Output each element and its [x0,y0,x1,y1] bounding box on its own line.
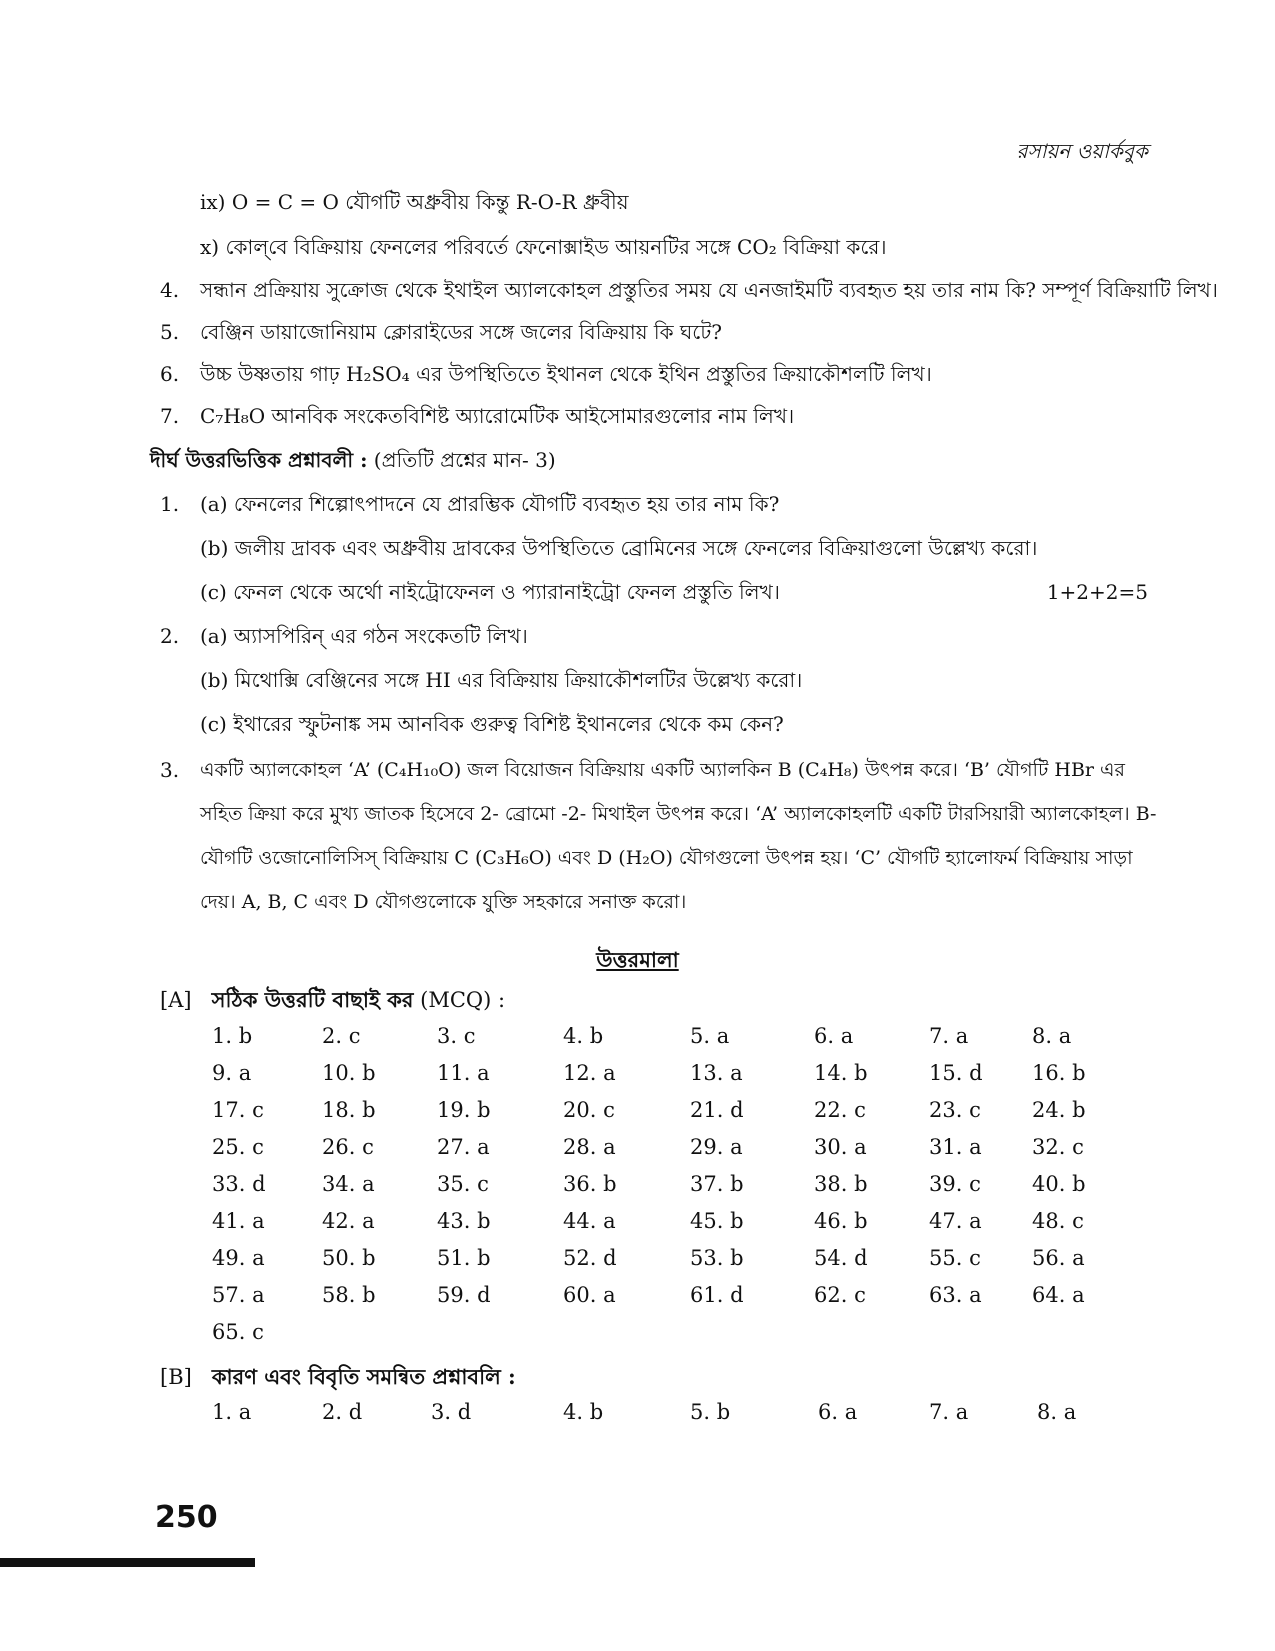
statement-x: x) কোল্‌বে বিক্রিয়ায় ফেনলের পরিবর্তে ফেনোক্সাইড আয়নটির সঙ্গে CO₂ বিক্রিয়া করে। [200,235,887,259]
question-number: 2. [160,624,180,648]
question-6: উচ্চ উষ্ণতায় গাঢ় H₂SO₄ এর উপস্থিতিতে ইথানল থেকে ইথিন প্রস্তুতির ক্রিয়াকৌশলটি লিখ। [200,362,932,386]
section-a-suffix: (MCQ) : [413,988,506,1012]
reason-answer: 7. a [929,1400,969,1424]
mcq-answer: 11. a [437,1061,490,1085]
long-q2-a: (a) অ্যাসপিরিন্‌ এর গঠন সংকেতটি লিখ। [200,624,528,648]
mcq-answer: 27. a [437,1135,490,1159]
mcq-answer: 50. b [322,1246,376,1270]
mcq-answer: 54. d [814,1246,868,1270]
mcq-answer: 63. a [929,1283,982,1307]
mcq-answer: 30. a [814,1135,867,1159]
mcq-answer: 41. a [212,1209,265,1233]
statement-ix: ix) O = C = O যৌগটি অধ্রুবীয় কিন্তু R-O-R ধ্রুবীয় [200,190,629,214]
question-number: 6. [160,362,180,386]
mcq-answer: 21. d [690,1098,744,1122]
mcq-answer: 18. b [322,1098,376,1122]
mcq-answer: 51. b [437,1246,491,1270]
mcq-answer: 57. a [212,1283,265,1307]
answer-key-title-text: উত্তরমালা [596,947,679,972]
mcq-answer: 26. c [322,1135,374,1159]
long-q1-a: (a) ফেনলের শিল্পোৎপাদনে যে প্রারম্ভিক যৌগটি ব্যবহৃত হয় তার নাম কি? [200,492,780,516]
reason-answer: 2. d [322,1400,363,1424]
mcq-answer: 14. b [814,1061,868,1085]
mcq-answer: 19. b [437,1098,491,1122]
reason-answer: 1. a [212,1400,252,1424]
mcq-answer: 38. b [814,1172,868,1196]
mcq-answer: 64. a [1032,1283,1085,1307]
mcq-answer: 5. a [690,1024,730,1048]
reason-answer: 4. b [563,1400,604,1424]
mcq-answer: 23. c [929,1098,981,1122]
section-b-title: কারণ এবং বিবৃতি সমন্বিত প্রশ্নাবলি : [211,1364,516,1389]
question-number: 7. [160,404,180,428]
answer-key-title [0,944,1275,979]
mcq-answer: 1. b [212,1024,253,1048]
mcq-answer: 20. c [563,1098,615,1122]
mcq-answer: 22. c [814,1098,866,1122]
mcq-answer: 13. a [690,1061,743,1085]
mcq-answer: 3. c [437,1024,476,1048]
mcq-answer: 6. a [814,1024,854,1048]
mcq-answer: 35. c [437,1172,489,1196]
mcq-answer: 58. b [322,1283,376,1307]
footer-rule [0,1558,255,1567]
mcq-answer: 25. c [212,1135,264,1159]
section-b-tag: [B] [160,1365,192,1389]
mcq-answer: 4. b [563,1024,604,1048]
long-q3-line4: দেয়। A, B, C এবং D যৌগগুলোকে যুক্তি সহকারে সনাক্ত করো। [200,891,687,913]
mcq-answer: 12. a [563,1061,616,1085]
mcq-answer: 17. c [212,1098,264,1122]
reason-answer: 3. d [431,1400,472,1424]
question-5: বেঞ্জিন ডায়াজোনিয়াম ক্লোরাইডের সঙ্গে জলের বিক্রিয়ায় কি ঘটে? [200,320,722,344]
reason-answer: 6. a [818,1400,858,1424]
mcq-answer: 47. a [929,1209,982,1233]
reason-answer: 5. b [690,1400,731,1424]
question-number: 1. [160,492,180,516]
long-q1-c: (c) ফেনল থেকে অর্থো নাইট্রোফেনল ও প্যারানাইট্রো ফেনল প্রস্তুতি লিখ। [200,580,780,604]
mcq-answer: 61. d [690,1283,744,1307]
mcq-answer: 39. c [929,1172,981,1196]
question-7: C₇H₈O আনবিক সংকেতবিশিষ্ট অ্যারোমেটিক আইসোমারগুলোর নাম লিখ। [200,404,795,428]
section-a-title: সঠিক উত্তরটি বাছাই কর [211,987,414,1012]
running-header: রসায়ন ওয়ার্কবুক [1016,139,1148,163]
mcq-answer: 8. a [1032,1024,1072,1048]
mcq-answer: 16. b [1032,1061,1086,1085]
section-a-heading [160,986,505,1014]
mcq-answer: 33. d [212,1172,266,1196]
page-number: 250 [155,1500,218,1535]
question-number: 5. [160,320,180,344]
mcq-answer: 15. d [929,1061,983,1085]
question-4: সন্ধান প্রক্রিয়ায় সুক্রোজ থেকে ইথাইল অ্যালকোহল প্রস্তুতির সময় যে এনজাইমটি ব্যবহৃত হয় তার নাম কি? সম্পূর্ণ বিক্রিয়াটি লিখ। [200,278,1218,302]
mcq-answer: 56. a [1032,1246,1085,1270]
mcq-answer: 55. c [929,1246,981,1270]
mcq-answer: 7. a [929,1024,969,1048]
long-q1-b: (b) জলীয় দ্রাবক এবং অধ্রুবীয় দ্রাবকের উপস্থিতিতে ব্রোমিনের সঙ্গে ফেনলের বিক্রিয়াগুলো উল্লেখ্য করো। [200,536,1038,560]
question-number: 3. [160,758,180,782]
mcq-answer: 49. a [212,1246,265,1270]
mcq-answer: 44. a [563,1209,616,1233]
mcq-answer: 62. c [814,1283,866,1307]
mcq-answer: 45. b [690,1209,744,1233]
mcq-answer: 53. b [690,1246,744,1270]
section-b-heading [160,1363,516,1391]
mcq-answer: 2. c [322,1024,361,1048]
mcq-answer: 9. a [212,1061,252,1085]
long-q3-line1: একটি অ্যালকোহল ‘A’ (C₄H₁₀O) জল বিয়োজন বিক্রিয়ায় একটি অ্যালকিন B (C₄H₈) উৎপন্ন করে। ‘B’ যৌগটি HBr এর [200,759,1125,781]
long-q2-b: (b) মিথোক্সি বেঞ্জিনের সঙ্গে HI এর বিক্রিয়ায় ক্রিয়াকৌশলটির উল্লেখ্য করো। [200,668,803,692]
heading-marks-note: (প্রতিটি প্রশ্নের মান- 3) [367,448,556,472]
mcq-answer: 10. b [322,1061,376,1085]
mcq-answer: 43. b [437,1209,491,1233]
mcq-answer: 28. a [563,1135,616,1159]
reason-answer: 8. a [1037,1400,1077,1424]
mcq-answer: 65. c [212,1320,264,1344]
mcq-answer: 29. a [690,1135,743,1159]
marks-distribution: 1+2+2=5 [1046,580,1148,604]
mcq-answer: 36. b [563,1172,617,1196]
question-number: 4. [160,278,180,302]
mcq-answer: 24. b [1032,1098,1086,1122]
long-q3-line2: সহিত ক্রিয়া করে মুখ্য জাতক হিসেবে 2- ব্রোমো -2- মিথাইল উৎপন্ন করে। ‘A’ অ্যালকোহলটি একটি টারসিয়ারী অ্যালকোহল। B- [200,803,1157,825]
mcq-answer: 48. c [1032,1209,1084,1233]
mcq-answer: 32. c [1032,1135,1084,1159]
long-questions-heading [150,446,556,474]
long-q3-line3: যৌগটি ওজোনোলিসিস্‌ বিক্রিয়ায় C (C₃H₆O) এবং D (H₂O) যৌগগুলো উৎপন্ন হয়। ‘C’ যৌগটি হ্যালোফর্ম বিক্রিয়ায় সাড়া [200,847,1133,869]
mcq-answer: 42. a [322,1209,375,1233]
section-a-tag: [A] [160,988,192,1012]
heading-bold: দীর্ঘ উত্তরভিত্তিক প্রশ্নাবলী : [150,448,368,472]
mcq-answer: 59. d [437,1283,491,1307]
long-q2-c: (c) ইথারের স্ফুটনাঙ্ক সম আনবিক গুরুত্ব বিশিষ্ট ইথানলের থেকে কম কেন? [200,712,784,736]
mcq-answer: 40. b [1032,1172,1086,1196]
mcq-answer: 46. b [814,1209,868,1233]
mcq-answer: 60. a [563,1283,616,1307]
mcq-answer: 31. a [929,1135,982,1159]
mcq-answer: 34. a [322,1172,375,1196]
mcq-answer: 52. d [563,1246,617,1270]
mcq-answer: 37. b [690,1172,744,1196]
